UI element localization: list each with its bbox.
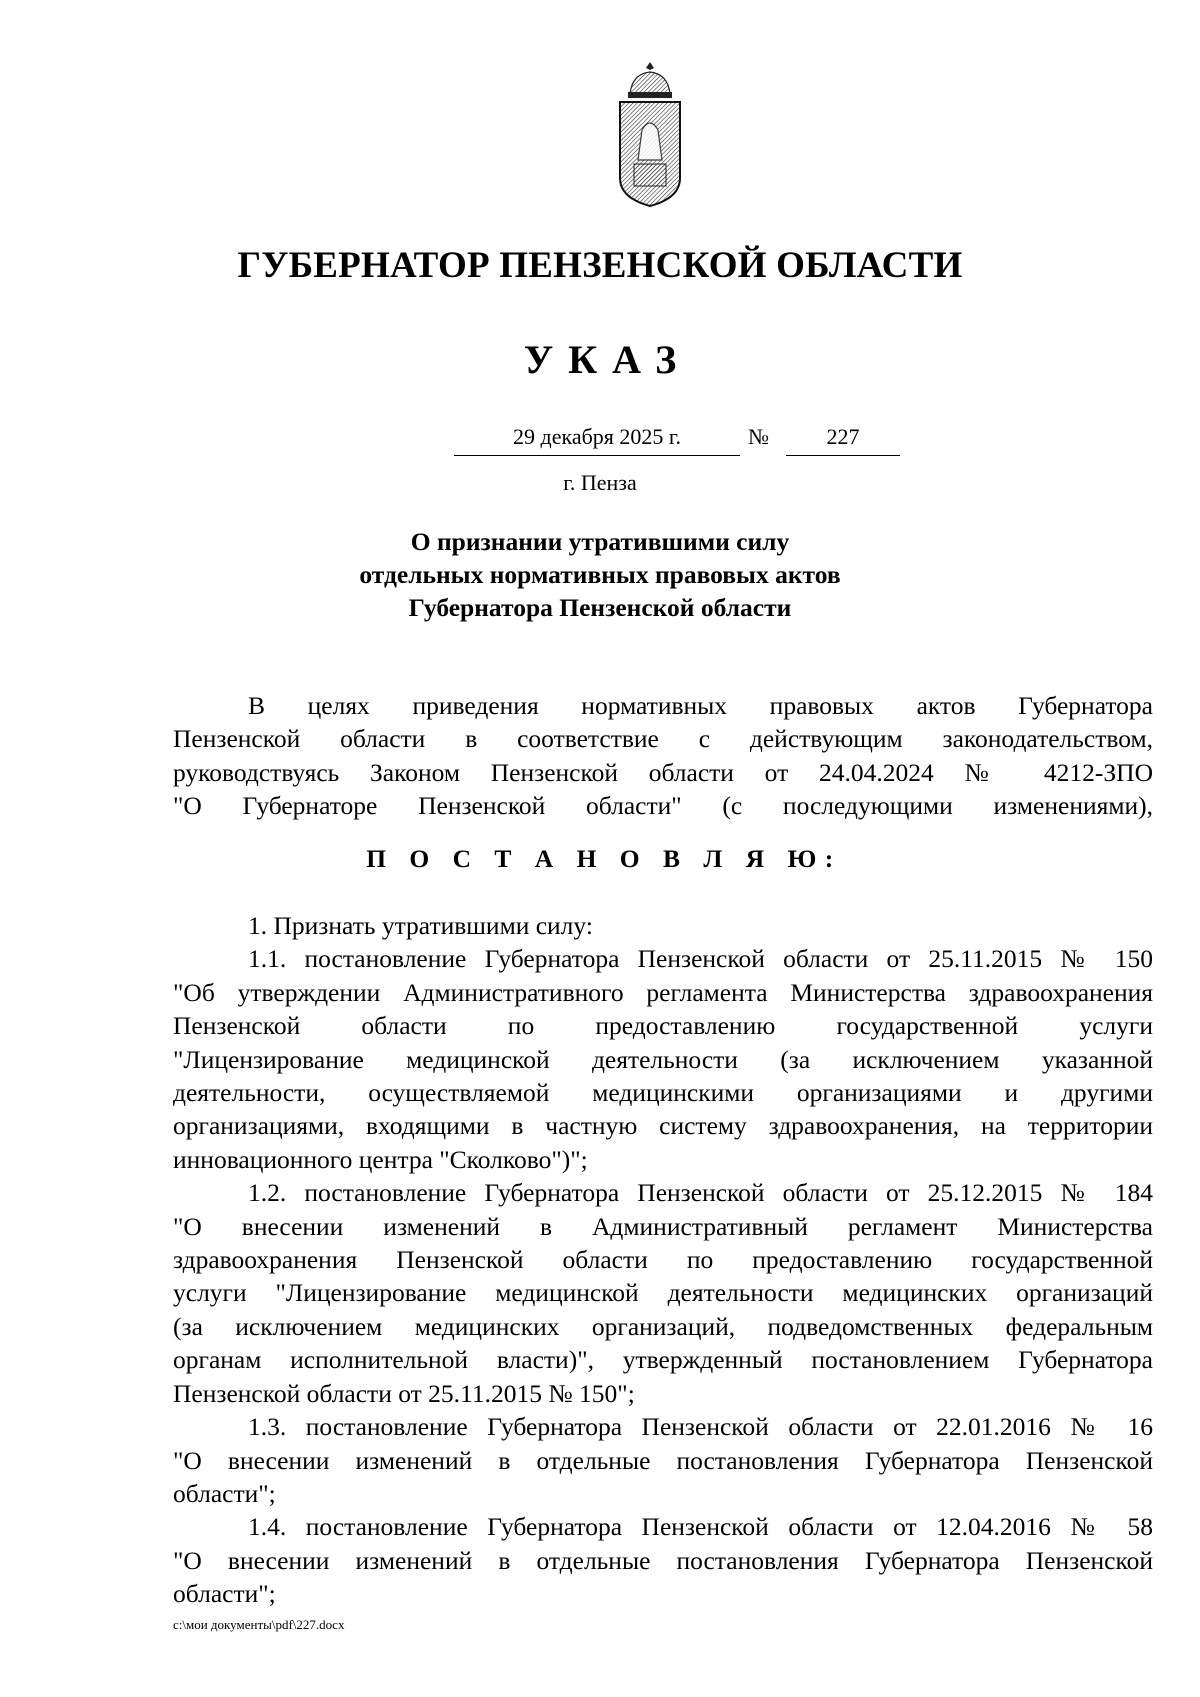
- penza-coat-of-arms-icon: [612, 60, 688, 210]
- body-line: "О внесении изменений в Административный регламент Министерства: [173, 1211, 1153, 1241]
- body-line: Пензенской области от 25.11.2015 № 150";: [173, 1378, 635, 1408]
- body-line: 1.3. постановление Губернатора Пензенской области от 22.01.2016 № 16: [248, 1412, 1153, 1442]
- title-line: Губернатора Пензенской области: [408, 593, 792, 622]
- document-date: 29 декабря 2025 г.: [454, 422, 740, 456]
- body-line: органам исполнительной власти)", утвержденный постановлением Губернатора: [173, 1345, 1153, 1375]
- document-title: [0, 525, 1200, 624]
- title-line: отдельных нормативных правовых актов: [359, 560, 841, 589]
- city: г. Пенза: [563, 470, 637, 495]
- file-path-footer: c:\мои документы\pdf\227.docx: [173, 1617, 345, 1632]
- body-line: "О внесении изменений в отдельные постановления Губернатора Пензенской: [173, 1545, 1153, 1575]
- preamble: [173, 689, 1153, 823]
- body-line: "Лицензирование медицинской деятельности (за исключением указанной: [173, 1044, 1153, 1074]
- issuing-authority: ГУБЕРНАТОР ПЕНЗЕНСКОЙ ОБЛАСТИ: [237, 245, 963, 286]
- title-line: О признании утратившими силу: [410, 527, 790, 556]
- body-line: 1. Признать утратившими силу:: [248, 911, 593, 940]
- body-line: 1.2. постановление Губернатора Пензенской области от 25.12.2015 № 184: [248, 1178, 1153, 1208]
- document-type: УКАЗ: [523, 337, 692, 382]
- body-line: "О внесении изменений в отдельные постановления Губернатора Пензенской: [173, 1445, 1153, 1475]
- preamble-line: руководствуясь Законом Пензенской области от 24.04.2024 № 4212-ЗПО: [173, 757, 1153, 787]
- body-line: 1.4. постановление Губернатора Пензенской области от 12.04.2016 № 58: [248, 1512, 1153, 1542]
- preamble-line: "О Губернаторе Пензенской области" (с последующими изменениями),: [173, 791, 1153, 821]
- body-line: Пензенской области по предоставлению государственной услуги: [173, 1011, 1153, 1041]
- document-number: 227: [786, 422, 900, 456]
- body-line: 1.1. постановление Губернатора Пензенской области от 25.11.2015 № 150: [248, 944, 1153, 974]
- number-sign: №: [748, 424, 769, 449]
- body-line: "Об утверждении Административного регламента Министерства здравоохранения: [173, 977, 1153, 1007]
- body-line: деятельности, осуществляемой медицинскими организациями и другими: [173, 1078, 1153, 1108]
- body-line: здравоохранения Пензенской области по предоставлению государственной: [173, 1245, 1153, 1275]
- body-line: инновационного центра "Сколково")";: [173, 1144, 588, 1174]
- preamble-line: Пензенской области в соответствие с действующим законодательством,: [173, 724, 1153, 754]
- document-body: [173, 909, 1153, 1611]
- body-line: области";: [173, 1579, 276, 1609]
- decree-word: П О С Т А Н О В Л Я Ю:: [366, 844, 842, 873]
- body-line: услуги "Лицензирование медицинской деятельности медицинских организаций: [173, 1278, 1153, 1308]
- preamble-line: В целях приведения нормативных правовых актов Губернатора: [248, 691, 1153, 720]
- body-line: (за исключением медицинских организаций, подведомственных федеральным: [173, 1311, 1153, 1341]
- body-line: области";: [173, 1478, 276, 1508]
- body-line: организациями, входящими в частную систему здравоохранения, на территории: [173, 1111, 1153, 1141]
